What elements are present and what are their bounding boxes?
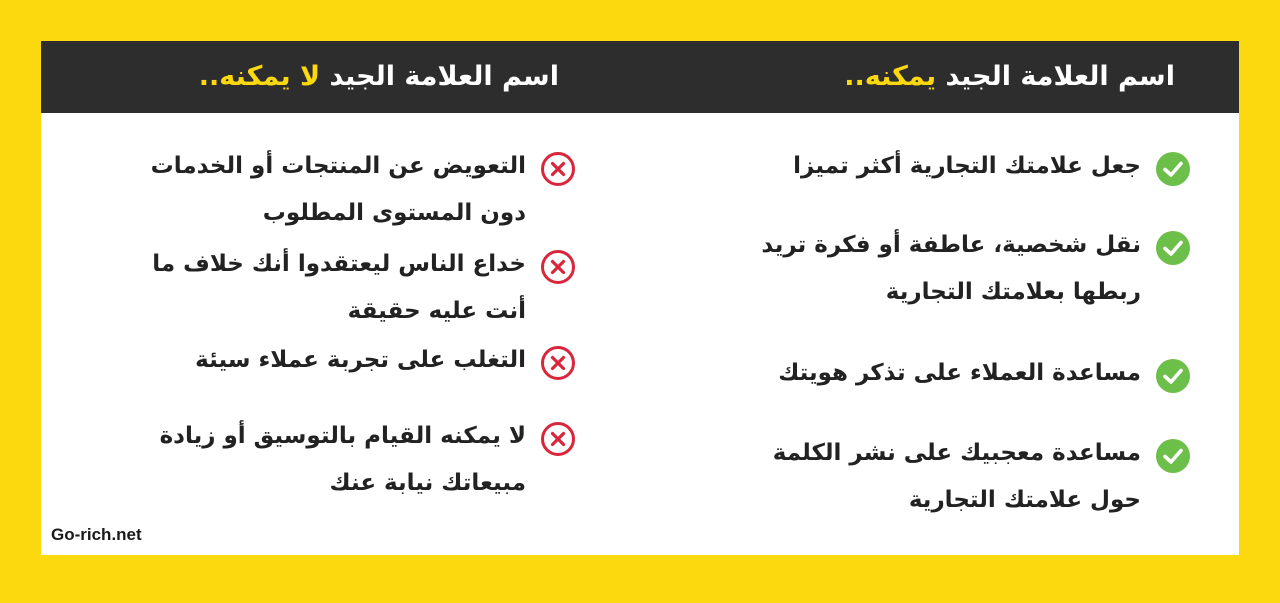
- cannot-item-text: التعويض عن المنتجات أو الخدمات دون المستوى المطلوب: [150, 153, 526, 226]
- cannot-title-prefix: اسم العلامة الجيد: [329, 61, 559, 92]
- site-watermark: Go-rich.net: [51, 525, 142, 544]
- header-bar: [41, 41, 1239, 113]
- can-item-text: نقل شخصية، عاطفة أو فكرة تريد ربطها بعلامتك التجارية: [761, 232, 1141, 305]
- cannot-item: [146, 149, 576, 237]
- can-item: [761, 356, 1191, 397]
- cannot-item: [146, 247, 576, 335]
- check-icon: [1155, 230, 1191, 266]
- check-icon: [1155, 438, 1191, 474]
- cannot-column-title: [199, 41, 559, 113]
- cannot-title-highlight: لا يمكنه..: [198, 61, 321, 92]
- infographic-card: [41, 41, 1239, 555]
- x-circle-icon: [540, 345, 576, 381]
- check-icon: [1155, 151, 1191, 187]
- can-column-title: [844, 41, 1175, 113]
- can-item: [761, 228, 1191, 316]
- x-circle-icon: [540, 421, 576, 457]
- can-title-prefix: اسم العلامة الجيد: [945, 61, 1175, 92]
- x-circle-icon: [540, 151, 576, 187]
- cannot-item: [146, 343, 576, 384]
- cannot-item-text: لا يمكنه القيام بالتوسيق أو زيادة مبيعاتك نيابة عنك: [159, 423, 526, 496]
- x-circle-icon: [540, 249, 576, 285]
- can-item-text: مساعدة العملاء على تذكر هويتك: [778, 360, 1141, 386]
- can-title-highlight: يمكنه..: [844, 61, 937, 92]
- can-item: [761, 436, 1191, 524]
- cannot-item: [146, 419, 576, 507]
- can-item: [761, 149, 1191, 190]
- cannot-item-text: التغلب على تجربة عملاء سيئة: [195, 347, 526, 373]
- check-icon: [1155, 358, 1191, 394]
- cannot-item-text: خداع الناس ليعتقدوا أنك خلاف ما أنت عليه حقيقة: [152, 251, 526, 324]
- can-item-text: مساعدة معجبيك على نشر الكلمة حول علامتك التجارية: [772, 440, 1141, 513]
- can-item-text: جعل علامتك التجارية أكثر تميزا: [793, 153, 1141, 179]
